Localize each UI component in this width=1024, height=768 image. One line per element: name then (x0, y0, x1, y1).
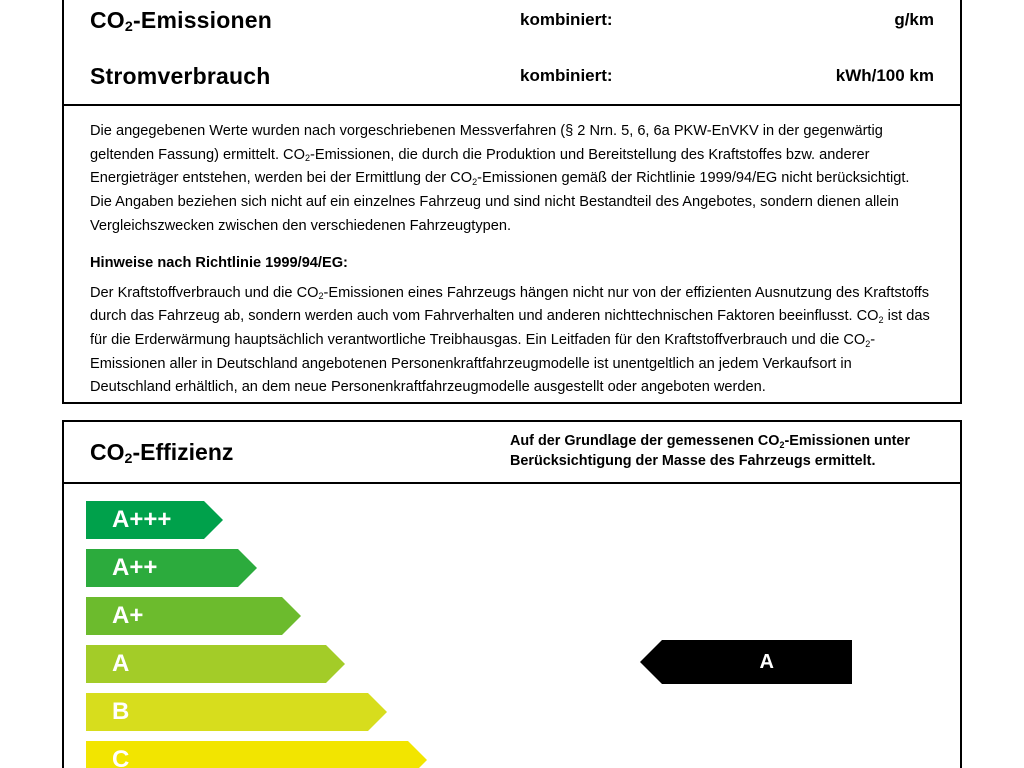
co2-emissions-mode: kombiniert: (520, 10, 613, 29)
efficiency-class-label: C (112, 746, 130, 768)
legal-paragraph-2: Der Kraftstoffverbrauch und die $CO_2$-Emissionen eines Fahrzeugs hängen nicht nur von der effizienten Ausnutzung des Kraftstoffs durch das Fahrzeug ab, sondern werden auch vom Fahrverhalten und anderen nichttechnischen Faktoren beeinflusst. $CO_2$ ist das für die Erderwärmung hauptsächlich verantwortliche Treibhausgas. Ein Leitfaden für den Kraftstoffverbrauch und die $CO_2$-Emissionen aller in Deutschland angebotenen Personenkraftfahrzeugmodelle ist unentgeltlich an jedem Verkaufsort in Deutschland erhältlich, an dem neue Personenkraftfahrzeugmodelle ausgestellt oder angeboten werden. (90, 284, 930, 396)
emissions-panel (62, 0, 962, 404)
efficiency-note-line-2: Berücksichtigung der Masse des Fahrzeugs ermittelt. (510, 453, 876, 469)
power-consumption-label: Stromverbrauch (90, 62, 271, 89)
legal-paragraph-1: Die angegebenen Werte wurden nach vorgeschriebenen Messverfahren (§ 2 Nrn. 5, 6, 6a PKW-EnVKV in der gegenwärtig geltenden Fassung) ermittelt. $CO_2$-Emissionen, die durch die Produktion und Bereitstellung des Kraftstoffes bzw. anderer Energieträger entstehen, werden bei der Ermittlung der $CO_2$-Emissionen gemäß der Richtlinie 1999/94/EG nicht berücksichtigt. Die Angaben beziehen sich nicht auf ein einzelnes Fahrzeug und sind nicht Bestandteil des Angebotes, sondern dienen allein Vergleichszwecken zwischen den verschiedenen Fahrzeugtypen. (90, 123, 910, 234)
co2-emissions-label (90, 7, 520, 34)
efficiency-class-bar (86, 549, 238, 587)
efficiency-class-bar (86, 645, 326, 683)
efficiency-marker (662, 640, 852, 684)
efficiency-class-label: A+++ (112, 506, 172, 533)
efficiency-class-bar (86, 501, 204, 539)
efficiency-class-row (64, 688, 960, 736)
efficiency-class-label: B (112, 698, 130, 725)
efficiency-note-line-1: Auf der Grundlage der gemessenen $CO_2$-Emissionen unter (510, 433, 911, 450)
co2-emissions-label-pre: CO (90, 6, 125, 33)
co2-emissions-row (64, 0, 960, 48)
co2-emissions-unit: g/km (894, 10, 934, 29)
efficiency-panel (62, 420, 962, 768)
efficiency-class-row (64, 496, 960, 544)
efficiency-class-bar (86, 741, 408, 768)
efficiency-title-pre: CO (90, 438, 125, 465)
efficiency-scale (64, 496, 960, 768)
efficiency-class-bar (86, 597, 282, 635)
efficiency-class-label: A++ (112, 554, 158, 581)
efficiency-class-row (64, 736, 960, 768)
efficiency-marker-label: A (759, 650, 774, 673)
efficiency-body (64, 484, 960, 768)
efficiency-class-bar (86, 693, 368, 731)
efficiency-title (90, 439, 510, 466)
efficiency-class-row (64, 592, 960, 640)
legal-heading-2: Hinweise nach Richtlinie 1999/94/EG: (90, 255, 348, 272)
efficiency-header (64, 422, 960, 484)
efficiency-note (510, 432, 910, 471)
efficiency-class-label: A (112, 650, 130, 677)
power-consumption-unit: kWh/100 km (835, 66, 934, 85)
power-consumption-row (64, 48, 960, 104)
efficiency-title-post: -Effizienz (132, 438, 234, 465)
efficiency-title-sub: 2 (124, 451, 133, 468)
legal-text-block (64, 106, 960, 400)
efficiency-class-row (64, 544, 960, 592)
co2-emissions-label-post: -Emissionen (133, 6, 273, 33)
co2-subscript: 2 (124, 19, 134, 36)
efficiency-class-label: A+ (112, 602, 144, 629)
power-consumption-mode: kombiniert: (520, 66, 613, 85)
